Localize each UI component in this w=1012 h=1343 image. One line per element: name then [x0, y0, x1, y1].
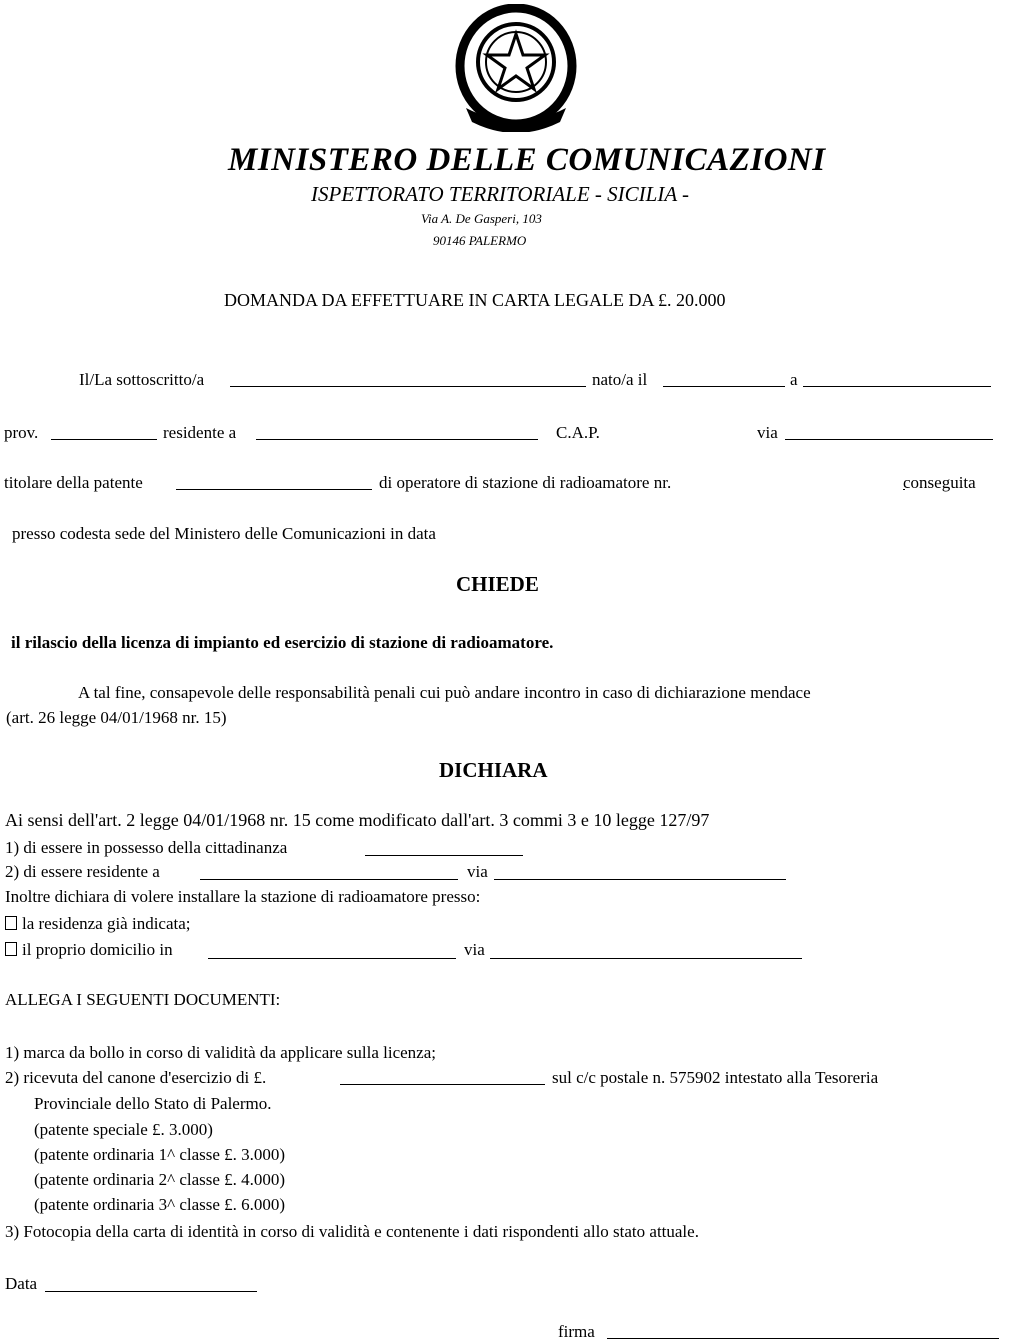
field-fee-amount[interactable]	[340, 1084, 545, 1085]
chiede-heading: CHIEDE	[456, 572, 539, 596]
label-titolare: titolare della patente	[4, 473, 143, 492]
field-conseguita-mark	[903, 489, 905, 490]
dichiara-item-2: 2) di essere residente a	[5, 862, 160, 881]
address-city: 90146 PALERMO	[433, 233, 527, 248]
field-name[interactable]	[230, 386, 586, 387]
label-via: via	[757, 423, 778, 442]
chiede-text: il rilascio della licenza di impianto ed esercizio di stazione di radioamatore.	[11, 633, 554, 652]
allega-doc-2: 2) ricevuta del canone d'esercizio di £.	[5, 1068, 267, 1087]
label-conseguita: conseguita	[903, 473, 976, 492]
label-operatore: di operatore di stazione di radioamatore nr.	[379, 473, 672, 492]
option-domicilio[interactable]	[5, 940, 173, 960]
field-birth-date[interactable]	[663, 386, 785, 387]
label-firma: firma	[558, 1322, 595, 1341]
field-residence[interactable]	[256, 439, 538, 440]
office-name: ISPETTORATO TERRITORIALE - SICILIA -	[311, 182, 690, 206]
label-sottoscritto: Il/La sottoscritto/a	[79, 370, 205, 389]
field-domicile[interactable]	[208, 958, 456, 959]
dichiara-item-2-via: via	[467, 862, 488, 881]
italian-republic-emblem	[452, 4, 580, 132]
field-residence-2[interactable]	[200, 879, 458, 880]
dichiara-inoltre: Inoltre dichiara di volere installare la stazione di radioamatore presso:	[5, 887, 481, 906]
checkbox-residenza[interactable]	[5, 916, 17, 930]
field-street[interactable]	[785, 439, 993, 440]
dichiara-intro: Ai sensi dell'art. 2 legge 04/01/1968 nr. 15 come modificato dall'art. 3 commi 3 e 10 legge 127/97	[5, 810, 710, 830]
option-residenza-label: la residenza già indicata;	[22, 914, 191, 933]
field-signature[interactable]	[607, 1338, 999, 1339]
allega-doc-2-cont: Provinciale dello Stato di Palermo.	[34, 1094, 272, 1113]
fee-item: (patente speciale £. 3.000)	[34, 1120, 213, 1139]
option-domicilio-via: via	[464, 940, 485, 959]
field-licence[interactable]	[176, 489, 372, 490]
chiede-paragraph-1: A tal fine, consapevole delle responsabilità penali cui può andare incontro in caso di dichiarazione mendace	[78, 683, 811, 702]
option-residenza[interactable]	[5, 914, 191, 934]
label-prov: prov.	[4, 423, 39, 442]
dichiara-item-1: 1) di essere in possesso della cittadinanza	[5, 838, 288, 857]
fee-item: (patente ordinaria 1^ classe £. 3.000)	[34, 1145, 286, 1164]
ministry-title: MINISTERO DELLE COMUNICAZIONI	[228, 142, 826, 178]
address-street: Via A. De Gasperi, 103	[421, 211, 542, 226]
dichiara-heading: DICHIARA	[439, 758, 548, 782]
label-a: a	[790, 370, 798, 389]
field-prov[interactable]	[51, 439, 157, 440]
label-presso: presso codesta sede del Ministero delle Comunicazioni in data	[12, 524, 436, 543]
field-street-2[interactable]	[494, 879, 786, 880]
checkbox-domicilio[interactable]	[5, 942, 17, 956]
label-residente: residente a	[163, 423, 237, 442]
fee-item: (patente ordinaria 3^ classe £. 6.000)	[34, 1195, 286, 1214]
allega-doc-2-rest: sul c/c postale n. 575902 intestato alla Tesoreria	[552, 1068, 879, 1087]
field-birth-place[interactable]	[803, 386, 991, 387]
fee-item: (patente ordinaria 2^ classe £. 4.000)	[34, 1170, 286, 1189]
allega-heading: ALLEGA I SEGUENTI DOCUMENTI:	[5, 990, 281, 1009]
label-nato-il: nato/a il	[592, 370, 648, 389]
field-citizenship[interactable]	[365, 855, 523, 856]
legal-paper-notice: DOMANDA DA EFFETTUARE IN CARTA LEGALE DA £. 20.000	[224, 290, 726, 310]
chiede-paragraph-2: (art. 26 legge 04/01/1968 nr. 15)	[6, 708, 227, 727]
allega-doc-1: 1) marca da bollo in corso di validità da applicare sulla licenza;	[5, 1043, 436, 1062]
field-domicile-street[interactable]	[490, 958, 802, 959]
label-cap: C.A.P.	[556, 423, 600, 442]
field-date[interactable]	[45, 1291, 257, 1292]
allega-doc-3: 3) Fotocopia della carta di identità in corso di validità e contenente i dati rispondenti allo stato attuale.	[5, 1222, 699, 1241]
option-domicilio-label: il proprio domicilio in	[22, 940, 173, 959]
label-data: Data	[5, 1274, 38, 1293]
